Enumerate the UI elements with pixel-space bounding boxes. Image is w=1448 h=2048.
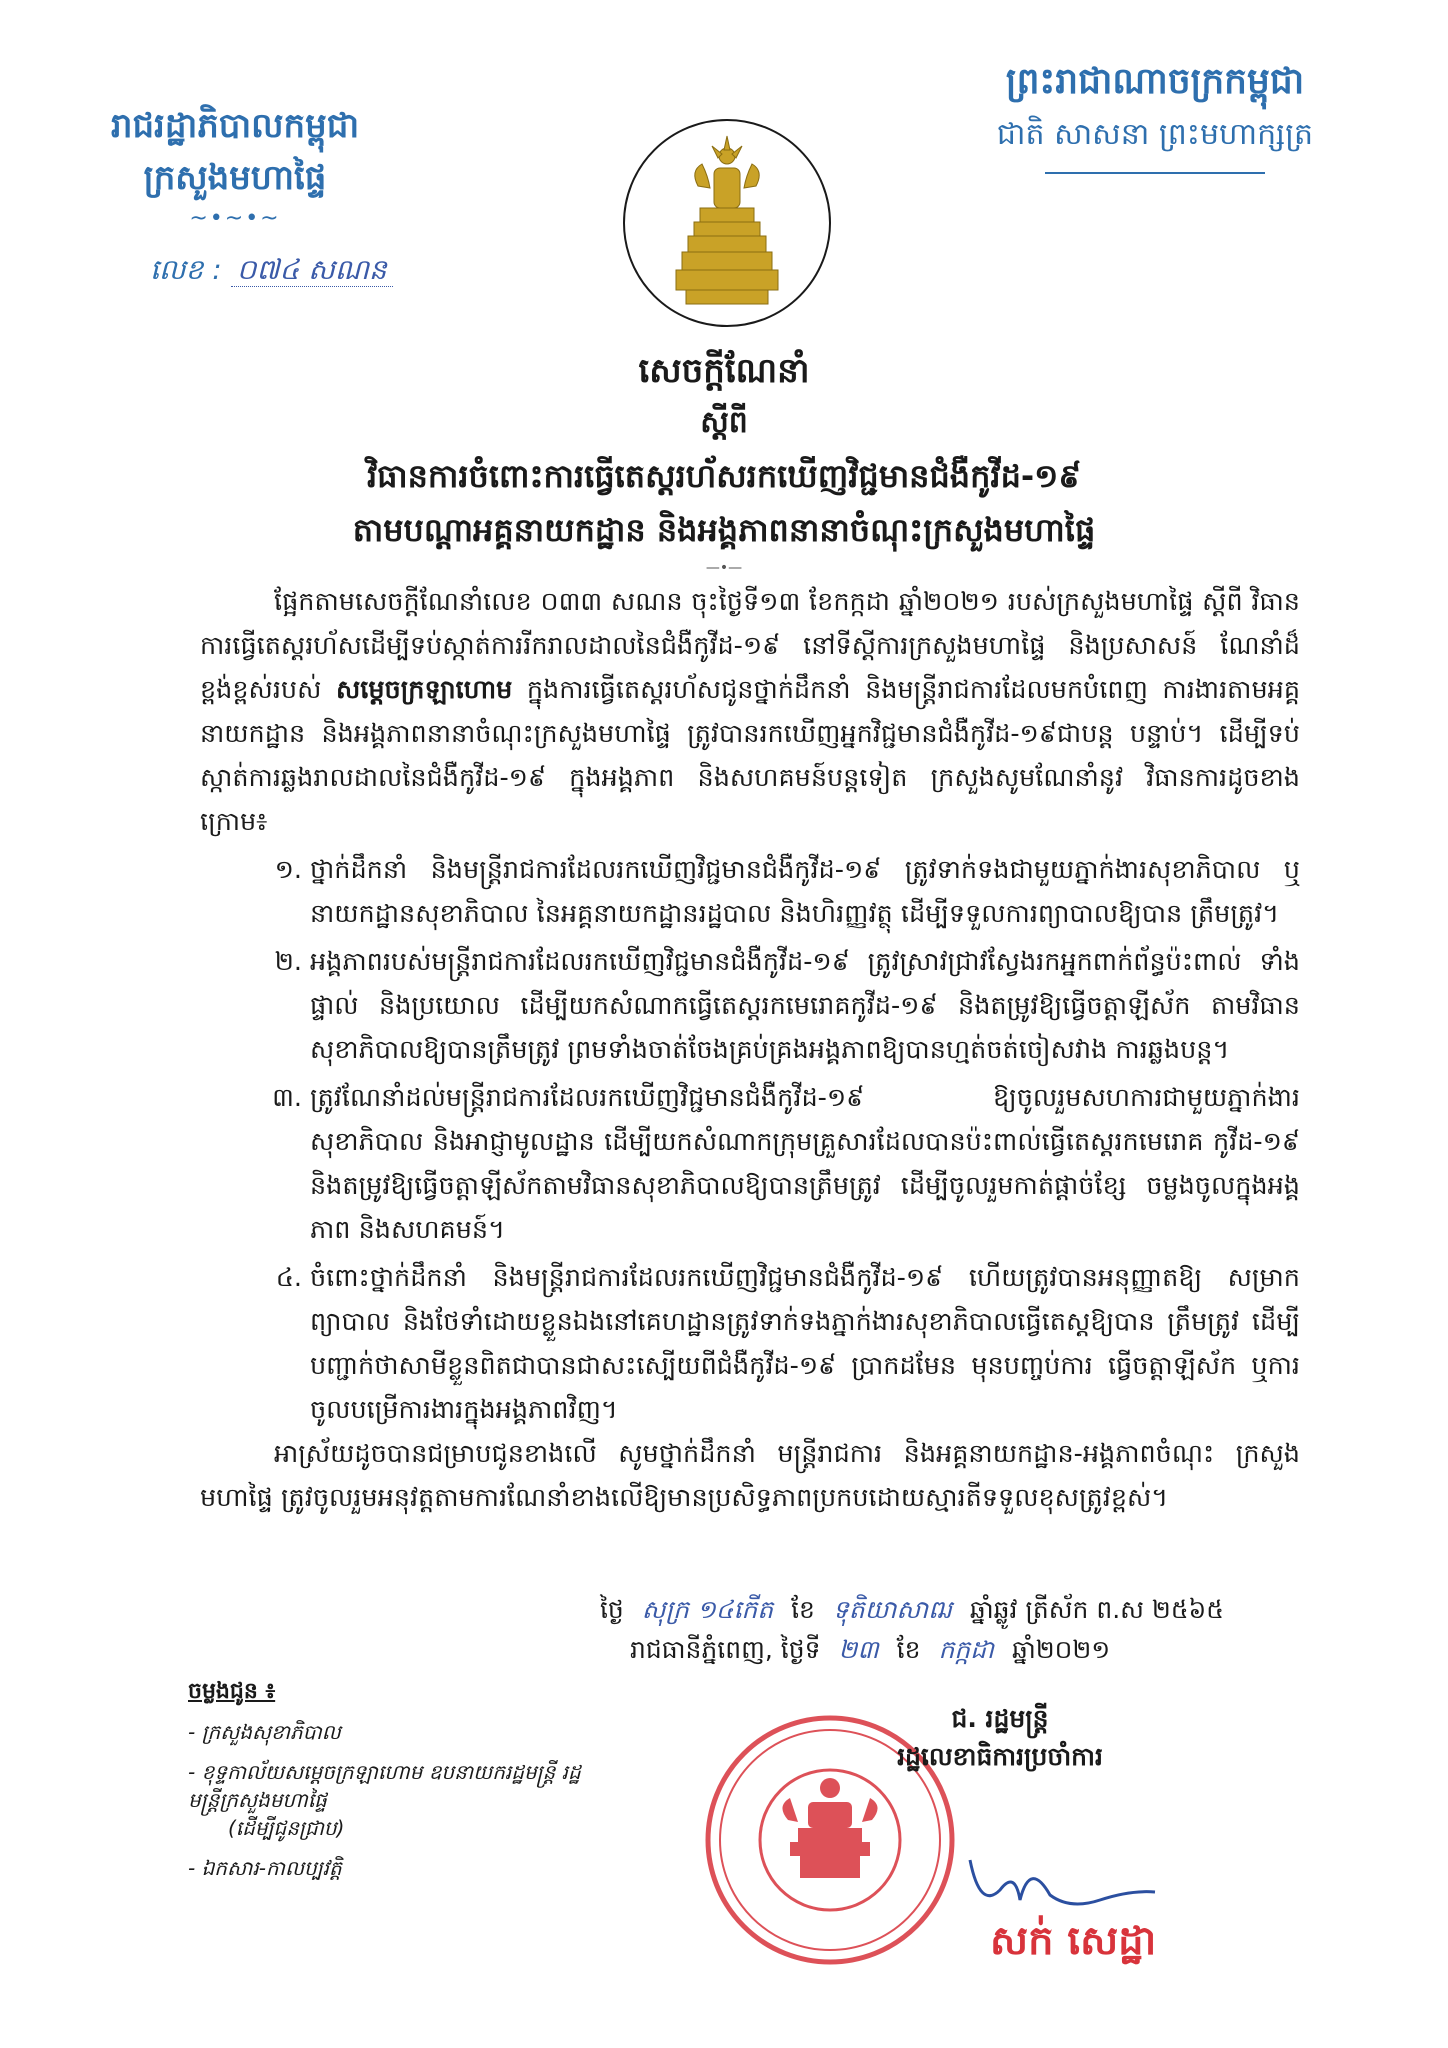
lunar-day-value: សុក្រ ១៤កើត [641, 1595, 774, 1624]
reference-number [150, 252, 393, 293]
intro-bold-name: សម្តេចក្រឡាហោម [335, 675, 513, 705]
solar-year: ឆ្នាំ២០២១ [1011, 1635, 1111, 1664]
copy-to-item: - ក្រសួងសុខាភិបាល [188, 1720, 341, 1744]
list-item-text: ត្រូវណែនាំដល់មន្ត្រីរាជការដែលរកឃើញវិជ្ជមានជំងឺកូវីដ-១៩ ឱ្យចូលរួមសហការជាមួយភ្នាក់ងារ សុខាភិបាល និងអាជ្ញាមូលដ្ឋាន ដើម្បីយកសំណាកក្រុមគ្រួសារដែលបានប៉ះពាល់ធ្វើតេស្តរកមេរោគ កូវីដ-១៩ និងតម្រូវឱ្យធ្វើចត្តាឡីស័កតាមវិធានសុខាភិបាលឱ្យបានត្រឹមត្រូវ ដើម្បីចូលរួមកាត់ផ្តាច់ខ្សែ ចម្លងចូលក្នុងអង្គភាព និងសហគមន៍។ [310, 1083, 1300, 1245]
list-item [200, 848, 1300, 936]
closing-paragraph: អាស្រ័យដូចបានជម្រាបជូនខាងលើ សូមថ្នាក់ដឹកនាំ មន្ត្រីរាជការ និងអគ្គនាយកដ្ឋាន-អង្គភាពចំណុះ ក្រសួងមហាផ្ទៃ ត្រូវចូលរួមអនុវត្តតាមការណែនាំខាងលើឱ្យមានប្រសិទ្ធភាពប្រកបដោយស្មារតីទទួលខុសត្រូវខ្ពស់។ [200, 1439, 1300, 1513]
intro-text-a: ផ្អែកតាមសេចក្តីណែនាំលេខ ០៣៣ សណន ចុះថ្ងៃទី១៣ ខែកក្កដា ឆ្នាំ២០២១ របស់ក្រសួងមហាផ្ទៃ ស្តីពី វិធានការធ្វើតេស្តរហ័សដើម្បីទប់ស្កាត់ការរីករាលដាលនៃជំងឺកូវីដ-១៩ នៅទីស្តីការក្រសួងមហាផ្ទៃ និងប្រសាសន៍ ណែនាំដ៏ខ្ពង់ខ្ពស់របស់ [200, 587, 1300, 705]
header-left [70, 100, 400, 234]
intro-paragraph [200, 580, 1300, 844]
signature-line2: រដ្ឋលេខាធិការប្រចាំការ [897, 1742, 1103, 1771]
list-item-number: ២. [274, 947, 302, 977]
document-about: ស្តីពី [700, 405, 748, 440]
lunar-month-value: ទុតិយាសាឍ [832, 1595, 952, 1624]
copy-to-item: - ខុទ្ទកាល័យសម្តេចក្រឡាហោម ឧបនាយករដ្ឋមន្ត្រី រដ្ឋមន្ត្រីក្រសួងមហាផ្ទៃ [188, 1760, 581, 1812]
copy-to-item: - ឯកសារ-កាលប្បវត្តិ [188, 1856, 342, 1880]
solar-month-value: កក្កដា [938, 1635, 994, 1664]
lunar-year: ឆ្នាំឆ្លូវ ត្រីស័ក ព.ស ២៥៦៥ [969, 1595, 1224, 1624]
title-divider: —•— [705, 560, 743, 576]
document-titles [200, 345, 1248, 579]
header-right [935, 54, 1375, 174]
ministry-name: ក្រសួងមហាផ្ទៃ [143, 158, 327, 198]
list-item-number: ៤. [275, 1263, 302, 1293]
list-item-text: ថ្នាក់ដឹកនាំ និងមន្ត្រីរាជការដែលរកឃើញវិជ្ជមានជំងឺកូវីដ-១៩ ត្រូវទាក់ទងជាមួយភ្នាក់ងារសុខាភិបាល ឬនាយកដ្ឋានសុខាភិបាល នៃអគ្គនាយកដ្ឋានរដ្ឋបាល និងហិរញ្ញវត្ថុ ដើម្បីទទួលការព្យាបាលឱ្យបាន ត្រឹមត្រូវ។ [310, 855, 1300, 929]
motto-rule [1045, 172, 1265, 174]
copy-to-list [188, 1678, 608, 1882]
solar-month-label: ខែ [896, 1635, 921, 1664]
reference-label: លេខ : [150, 253, 222, 286]
document-type: សេចក្តីណែនាំ [638, 351, 810, 391]
lunar-day-label: ថ្ងៃ [600, 1595, 624, 1624]
list-item-text: អង្គភាពរបស់មន្ត្រីរាជការដែលរកឃើញវិជ្ជមានជំងឺកូវីដ-១៩ ត្រូវស្រាវជ្រាវស្វែងរកអ្នកពាក់ព័ន្ធប៉ះពាល់ ទាំងផ្ទាល់ និងប្រយោល ដើម្បីយកសំណាកធ្វើតេស្តរកមេរោគកូវីដ-១៩ និងតម្រូវឱ្យធ្វើចត្តាឡីស័ក តាមវិធានសុខាភិបាលឱ្យបានត្រឹមត្រូវ ព្រមទាំងចាត់ចែងគ្រប់គ្រងអង្គភាពឱ្យបានហ្មត់ចត់ចៀសវាង ការឆ្លងបន្ត។ [310, 947, 1300, 1065]
ornament: ~•~•~ [189, 206, 281, 231]
copy-to-heading: ចម្លងជូន ៖ [188, 1679, 276, 1704]
intro-text-b: ក្នុងការធ្វើតេស្តរហ័សជូនថ្នាក់ដឹកនាំ និងមន្ត្រីរាជការដែលមកបំពេញ ការងារតាមអគ្គនាយកដ្ឋាន និងអង្គភាពនានាចំណុះក្រសួងមហាផ្ទៃ ត្រូវបានរកឃើញអ្នកវិជ្ជមានជំងឺកូវីដ-១៩ជាបន្ត បន្ទាប់។ ដើម្បីទប់ស្កាត់ការឆ្លងរាលដាលនៃជំងឺកូវីដ-១៩ ក្នុងអង្គភាព និងសហគមន៍បន្តទៀត ក្រសួងសូមណែនាំនូវ វិធានការដូចខាងក្រោម៖ [200, 675, 1301, 837]
list-item [200, 940, 1300, 1072]
solar-day-value: ២៣ [838, 1635, 879, 1664]
government-name: រាជរដ្ឋាភិបាលកម្ពុជា [110, 106, 360, 146]
lunar-month-label: ខែ [791, 1595, 815, 1624]
reference-value: ០៧៤ សណន [231, 253, 393, 287]
national-motto: ជាតិ សាសនា ព្រះមហាក្សត្រ [996, 117, 1314, 152]
document-subject-line1: វិធានការចំពោះការធ្វើតេស្តរហ័សរកឃើញវិជ្ជមានជំងឺកូវីដ-១៩ [366, 457, 1082, 495]
list-item [200, 1256, 1300, 1432]
solar-date [600, 1630, 1300, 1670]
list-item [200, 1076, 1300, 1252]
signer-name: សក់ សេដ្ឋា [990, 1918, 1157, 1964]
document-subject-line2: តាមបណ្តាអគ្គនាយកដ្ឋាន និងអង្គភាពនានាចំណុះក្រសួងមហាផ្ទៃ [352, 511, 1096, 549]
handwritten-signature-icon [960, 1840, 1160, 1920]
ministry-emblem-icon [620, 116, 834, 330]
lunar-date [600, 1590, 1300, 1630]
city-label: រាជធានីភ្នំពេញ, ថ្ងៃទី [630, 1635, 821, 1664]
document-body [200, 580, 1300, 1520]
list-item-number: ១. [274, 855, 302, 885]
kingdom-name: ព្រះរាជាណាចក្រកម្ពុជា [1005, 61, 1305, 102]
signature-title [850, 1700, 1150, 1776]
date-block [600, 1590, 1300, 1670]
list-item-text: ចំពោះថ្នាក់ដឹកនាំ និងមន្ត្រីរាជការដែលរកឃើញវិជ្ជមានជំងឺកូវីដ-១៩ ហើយត្រូវបានអនុញ្ញាតឱ្យ សម្រាកព្យាបាល និងថែទាំដោយខ្លួនឯងនៅគេហដ្ឋានត្រូវទាក់ទងភ្នាក់ងារសុខាភិបាលធ្វើតេស្តឱ្យបាន ត្រឹមត្រូវ ដើម្បីបញ្ជាក់ថាសាមីខ្លួនពិតជាបានជាសះស្បើយពីជំងឺកូវីដ-១៩ ប្រាកដមែន មុនបញ្ចប់ការ ធ្វើចត្តាឡីស័ក ឬការចូលបម្រើការងារក្នុងអង្គភាពវិញ។ [310, 1263, 1300, 1425]
copy-to-item-note: (ដើម្បីជូនជ្រាប) [228, 1816, 345, 1840]
list-item-number: ៣. [272, 1083, 302, 1113]
signature-line1: ជ. រដ្ឋមន្ត្រី [951, 1704, 1049, 1733]
